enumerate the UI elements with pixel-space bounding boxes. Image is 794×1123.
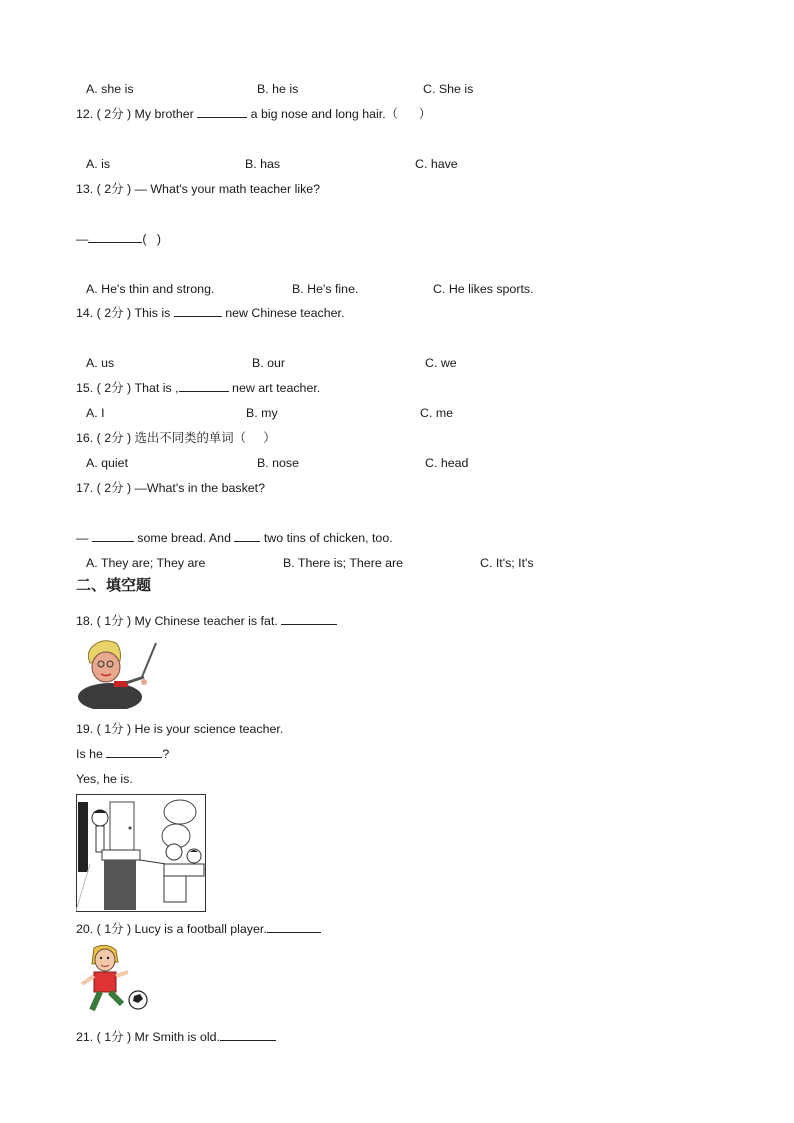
q15-stem-prefix: 15. ( 2分 ) That is , — [76, 381, 179, 395]
q15-option-a: A. I — [86, 406, 105, 420]
q16-option-a: A. quiet — [86, 456, 129, 470]
q13-option-a: A. He's thin and strong. — [86, 282, 215, 296]
q16-option-c: C. head — [425, 456, 469, 470]
girl-playing-football-illustration — [76, 944, 152, 1016]
q17-answer-line — [76, 530, 393, 546]
q11-option-a: A. she is — [86, 82, 134, 96]
q14-option-a: A. us — [86, 356, 115, 370]
q15-option-b: B. my — [246, 406, 278, 420]
q13-answer-dash: — — [76, 232, 89, 246]
q13-answer-paren: ( ) — [142, 232, 161, 246]
q19-question-suffix: ? — [162, 747, 170, 761]
q14-blank — [174, 305, 222, 317]
q12-option-a: A. is — [86, 157, 111, 171]
q19-blank — [106, 746, 162, 758]
q20-stem-text: 20. ( 1分 ) Lucy is a football player. — [76, 922, 267, 936]
section-fill-in-blank-heading: 二、填空题 — [76, 577, 152, 594]
q18-blank — [281, 613, 337, 625]
q19-answer-line: Yes, he is. — [76, 772, 133, 786]
q17-option-c: C. It's; It's — [480, 556, 534, 570]
q14-stem-suffix: new Chinese teacher. — [221, 306, 345, 320]
q15-stem — [76, 380, 320, 396]
q19-question-line — [76, 746, 169, 762]
q16-option-b: B. nose — [257, 456, 300, 470]
q20-blank — [267, 921, 321, 933]
q18-stem — [76, 613, 337, 629]
q14-stem — [76, 305, 344, 321]
q12-stem — [76, 106, 431, 122]
q17-option-a: A. They are; They are — [86, 556, 206, 570]
q21-stem-text: 21. ( 1分 ) Mr Smith is old. — [76, 1030, 220, 1044]
q17-answer-end: two tins of chicken, too. — [260, 531, 393, 545]
q17-option-b: B. There is; There are — [283, 556, 404, 570]
q14-option-c: C. we — [425, 356, 457, 370]
q17-answer-middle: some bread. And — [133, 531, 235, 545]
q13-option-b: B. He's fine. — [292, 282, 359, 296]
q15-blank — [179, 380, 229, 392]
q17-answer-dash: — — [76, 531, 92, 545]
q20-stem — [76, 921, 321, 937]
q21-stem — [76, 1029, 276, 1045]
q15-option-c: C. me — [420, 406, 454, 420]
q13-blank — [88, 231, 142, 243]
q17-blank-2 — [234, 530, 260, 542]
q12-blank — [197, 106, 247, 118]
q12-option-c: C. have — [415, 157, 458, 171]
q19-stem: 19. ( 1分 ) He is your science teacher. — [76, 722, 284, 736]
q11-option-b: B. he is — [257, 82, 299, 96]
q15-stem-suffix: new art teacher. — [228, 381, 321, 395]
science-classroom-illustration — [76, 794, 206, 912]
q14-option-b: B. our — [252, 356, 286, 370]
fat-teacher-illustration — [76, 637, 160, 709]
q12-stem-prefix: 12. ( 2分 ) My brother — [76, 107, 198, 121]
q16-stem: 16. ( 2分 ) 选出不同类的单词（ ） — [76, 431, 276, 445]
q21-blank — [220, 1029, 276, 1041]
q12-stem-suffix: a big nose and long hair.（ ） — [247, 107, 432, 121]
q11-option-c: C. She is — [423, 82, 474, 96]
q13-stem: 13. ( 2分 ) — What's your math teacher like? — [76, 182, 321, 196]
q17-blank-1 — [92, 530, 134, 542]
q18-stem-text: 18. ( 1分 ) My Chinese teacher is fat. — [76, 614, 282, 628]
q13-option-c: C. He likes sports. — [433, 282, 534, 296]
q12-option-b: B. has — [245, 157, 281, 171]
q13-answer-line — [76, 231, 161, 247]
q19-question-prefix: Is he — [76, 747, 107, 761]
q14-stem-prefix: 14. ( 2分 ) This is — [76, 306, 174, 320]
q17-stem: 17. ( 2分 ) —What's in the basket? — [76, 481, 265, 495]
